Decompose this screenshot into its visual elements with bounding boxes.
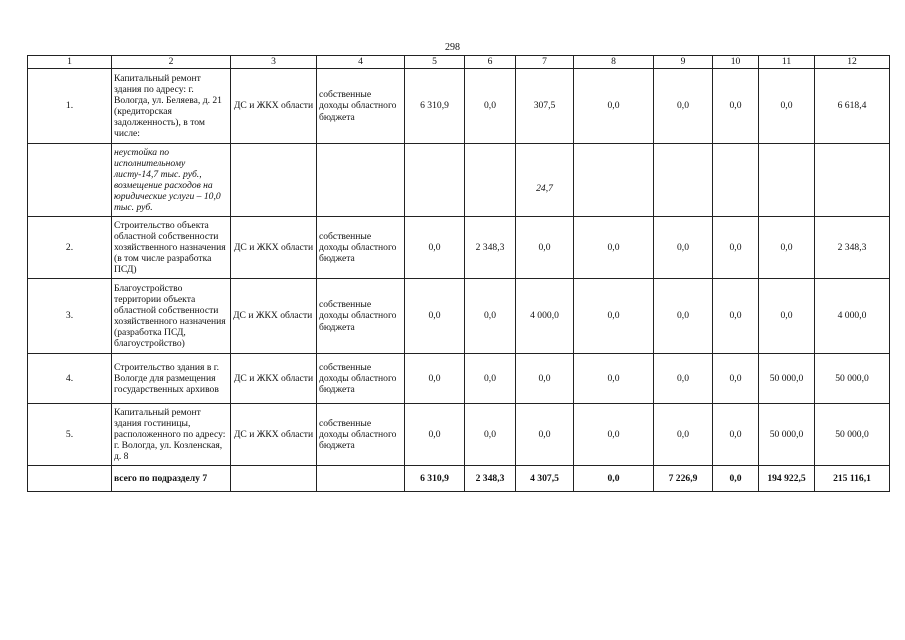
value-cell: 0,0 bbox=[465, 404, 516, 466]
total-organization-cell bbox=[231, 466, 317, 492]
value-cell bbox=[713, 144, 759, 217]
value-cell bbox=[465, 144, 516, 217]
table-row-note bbox=[28, 144, 890, 217]
value-cell: 0,0 bbox=[516, 404, 574, 466]
table-row bbox=[28, 354, 890, 404]
total-value-cell: 0,0 bbox=[574, 466, 654, 492]
value-cell: 2 348,3 bbox=[465, 217, 516, 279]
row-number: 3. bbox=[28, 279, 112, 354]
header-cell-6: 6 bbox=[465, 56, 516, 69]
value-cell: 0,0 bbox=[759, 217, 815, 279]
table-row bbox=[28, 404, 890, 466]
total-source-cell bbox=[317, 466, 405, 492]
value-cell: 0,0 bbox=[516, 217, 574, 279]
value-cell bbox=[815, 144, 890, 217]
value-cell: 0,0 bbox=[405, 279, 465, 354]
header-cell-1: 1 bbox=[28, 56, 112, 69]
row-note-description: неустойка по исполнительному листу-14,7 тыс. руб., возмещение расходов на юридические услуги – 10,0 тыс. руб. bbox=[112, 144, 231, 217]
value-cell: 50 000,0 bbox=[815, 354, 890, 404]
total-value-cell: 6 310,9 bbox=[405, 466, 465, 492]
header-cell-11: 11 bbox=[759, 56, 815, 69]
value-cell: 6 310,9 bbox=[405, 69, 465, 144]
note-value: 24,7 bbox=[536, 183, 553, 195]
value-cell bbox=[405, 144, 465, 217]
value-cell: 0,0 bbox=[759, 279, 815, 354]
value-cell: 0,0 bbox=[465, 354, 516, 404]
row-number: 5. bbox=[28, 404, 112, 466]
value-cell: 50 000,0 bbox=[759, 354, 815, 404]
value-cell: 0,0 bbox=[465, 69, 516, 144]
value-cell: 0,0 bbox=[405, 404, 465, 466]
value-cell: 0,0 bbox=[654, 69, 713, 144]
value-cell bbox=[654, 144, 713, 217]
header-cell-8: 8 bbox=[574, 56, 654, 69]
value-cell: 0,0 bbox=[574, 217, 654, 279]
total-value-cell: 194 922,5 bbox=[759, 466, 815, 492]
budget-table bbox=[27, 55, 890, 492]
value-cell: 0,0 bbox=[713, 217, 759, 279]
value-cell: 0,0 bbox=[516, 354, 574, 404]
header-cell-10: 10 bbox=[713, 56, 759, 69]
row-organization: ДС и ЖКХ области bbox=[231, 354, 317, 404]
value-cell: 0,0 bbox=[713, 404, 759, 466]
total-number-cell bbox=[28, 466, 112, 492]
row-funding-source: собственные доходы областного бюджета bbox=[317, 279, 405, 354]
total-value-cell: 7 226,9 bbox=[654, 466, 713, 492]
total-value-cell: 0,0 bbox=[713, 466, 759, 492]
row-funding-source: собственные доходы областного бюджета bbox=[317, 217, 405, 279]
header-cell-9: 9 bbox=[654, 56, 713, 69]
value-cell bbox=[574, 144, 654, 217]
row-organization: ДС и ЖКХ области bbox=[231, 69, 317, 144]
value-cell: 0,0 bbox=[574, 404, 654, 466]
value-cell: 0,0 bbox=[405, 354, 465, 404]
table-row bbox=[28, 69, 890, 144]
row-description: Капитальный ремонт здания по адресу: г. Вологда, ул. Беляева, д. 21 (кредиторская задолженность), в том числе: bbox=[112, 69, 231, 144]
row-funding-source bbox=[317, 144, 405, 217]
row-description: Благоустройство территории объекта областной собственности хозяйственного назначения (разработка ПСД, благоустройство) bbox=[112, 279, 231, 354]
table-row bbox=[28, 279, 890, 354]
row-organization: ДС и ЖКХ области bbox=[231, 279, 317, 354]
total-value-cell: 2 348,3 bbox=[465, 466, 516, 492]
page-number: 298 bbox=[445, 42, 460, 53]
row-number: 2. bbox=[28, 217, 112, 279]
header-cell-12: 12 bbox=[815, 56, 890, 69]
value-cell: 0,0 bbox=[713, 279, 759, 354]
row-funding-source: собственные доходы областного бюджета bbox=[317, 354, 405, 404]
value-cell: 0,0 bbox=[574, 69, 654, 144]
row-funding-source: собственные доходы областного бюджета bbox=[317, 404, 405, 466]
value-cell bbox=[516, 144, 574, 217]
row-organization: ДС и ЖКХ области bbox=[231, 404, 317, 466]
value-cell: 0,0 bbox=[713, 69, 759, 144]
header-row bbox=[28, 56, 890, 69]
value-cell: 307,5 bbox=[516, 69, 574, 144]
value-cell: 0,0 bbox=[654, 404, 713, 466]
value-cell: 6 618,4 bbox=[815, 69, 890, 144]
row-organization bbox=[231, 144, 317, 217]
header-cell-2: 2 bbox=[112, 56, 231, 69]
value-cell: 0,0 bbox=[654, 217, 713, 279]
value-cell: 0,0 bbox=[574, 354, 654, 404]
value-cell: 0,0 bbox=[405, 217, 465, 279]
header-cell-4: 4 bbox=[317, 56, 405, 69]
row-number bbox=[28, 144, 112, 217]
value-cell: 0,0 bbox=[654, 279, 713, 354]
value-cell: 50 000,0 bbox=[759, 404, 815, 466]
row-description: Строительство здания в г. Вологде для размещения государственных архивов bbox=[112, 354, 231, 404]
row-organization: ДС и ЖКХ области bbox=[231, 217, 317, 279]
value-cell: 4 000,0 bbox=[516, 279, 574, 354]
row-description: Строительство объекта областной собственности хозяйственного назначения (в том числе разработка ПСД) bbox=[112, 217, 231, 279]
header-cell-3: 3 bbox=[231, 56, 317, 69]
row-funding-source: собственные доходы областного бюджета bbox=[317, 69, 405, 144]
row-description: Капитальный ремонт здания гостиницы, расположенного по адресу: г. Вологда, ул. Козленская, д. 8 bbox=[112, 404, 231, 466]
value-cell: 2 348,3 bbox=[815, 217, 890, 279]
value-cell: 0,0 bbox=[713, 354, 759, 404]
value-cell: 0,0 bbox=[654, 354, 713, 404]
value-cell: 0,0 bbox=[465, 279, 516, 354]
header-cell-7: 7 bbox=[516, 56, 574, 69]
header-cell-5: 5 bbox=[405, 56, 465, 69]
row-number: 1. bbox=[28, 69, 112, 144]
table-row bbox=[28, 217, 890, 279]
row-number: 4. bbox=[28, 354, 112, 404]
value-cell: 0,0 bbox=[574, 279, 654, 354]
total-row bbox=[28, 466, 890, 492]
total-value-cell: 4 307,5 bbox=[516, 466, 574, 492]
value-cell bbox=[759, 144, 815, 217]
total-label: всего по подразделу 7 bbox=[112, 466, 231, 492]
value-cell: 0,0 bbox=[759, 69, 815, 144]
value-cell: 4 000,0 bbox=[815, 279, 890, 354]
value-cell: 50 000,0 bbox=[815, 404, 890, 466]
total-value-cell: 215 116,1 bbox=[815, 466, 890, 492]
